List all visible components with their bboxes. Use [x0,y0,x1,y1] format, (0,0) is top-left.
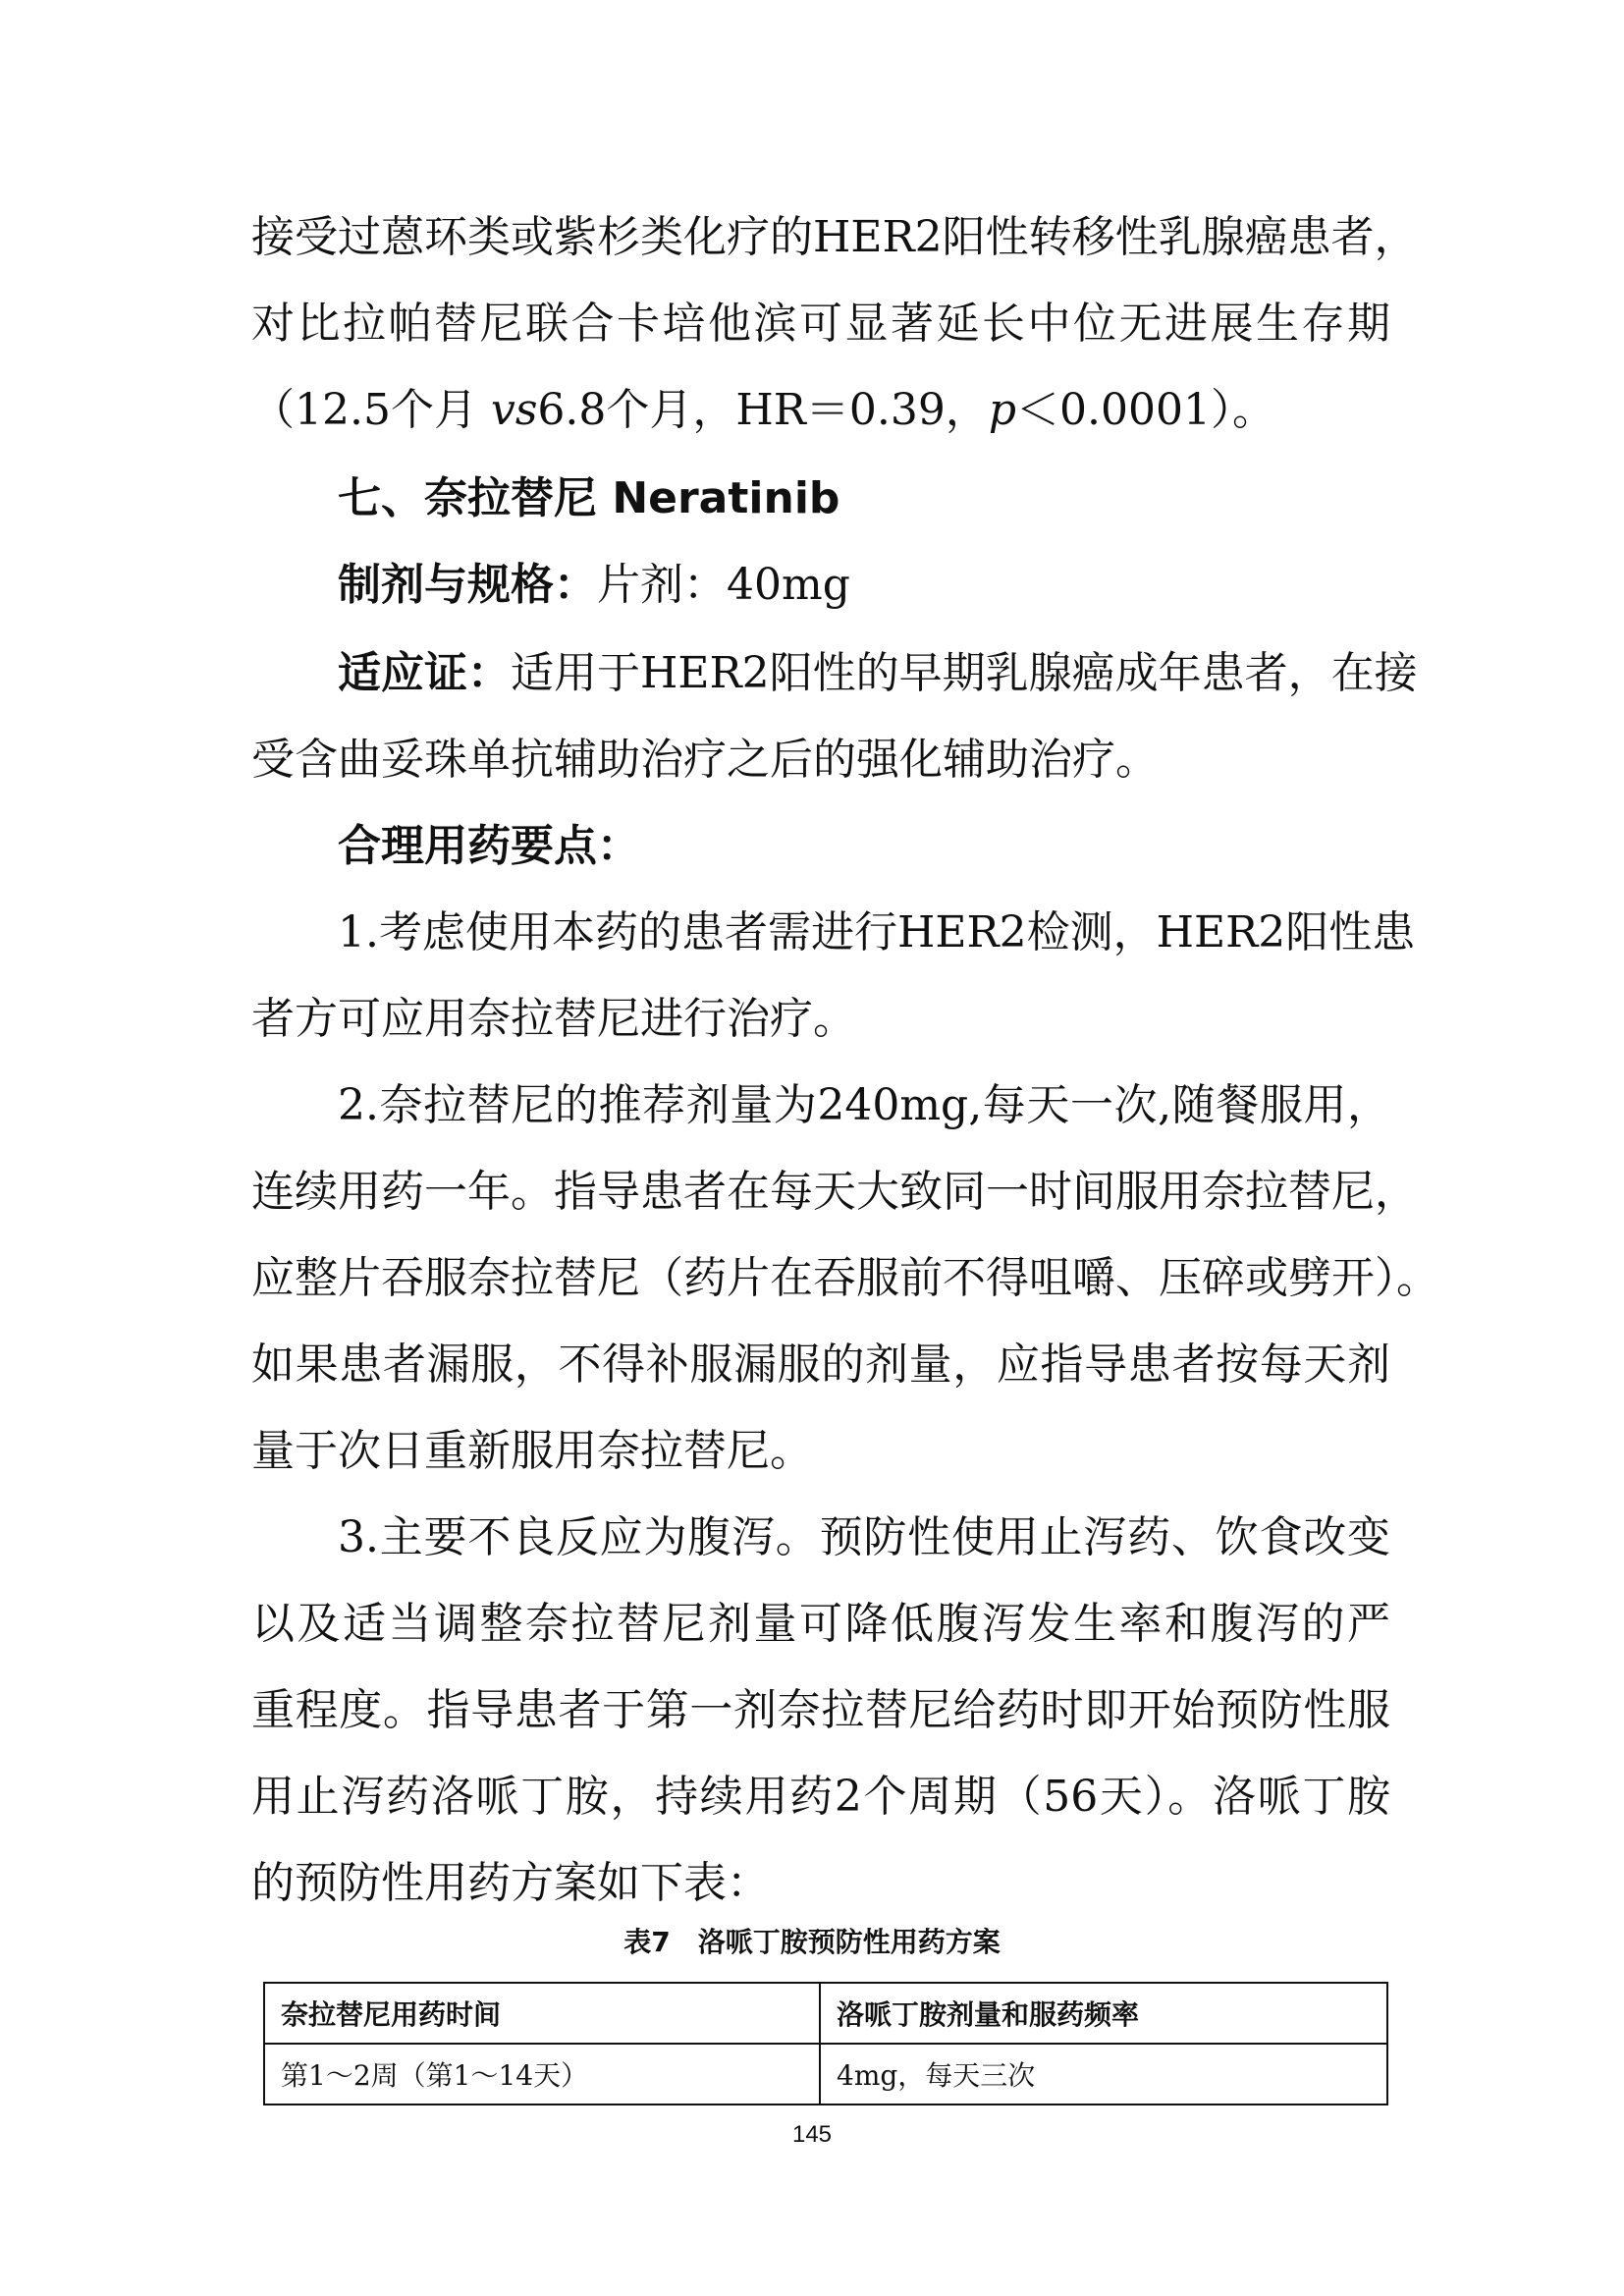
italic-p: p [988,385,1017,435]
text-span: ＜0.0001）。 [1016,385,1275,435]
key-points-label: 合理用药要点： [338,821,640,871]
formulation-value: 片剂：40mg [597,560,850,610]
body-line: 如果患者漏服，不得补服漏服的剂量，应指导患者按每天剂 [251,1339,1390,1390]
indication-label: 适应证： [338,648,511,698]
body-line [251,381,1390,440]
body-line: 量于次日重新服用奈拉替尼。 [251,1426,813,1476]
body-line: 3.主要不良反应为腹泻。预防性使用止泻药、饮食改变 [338,1512,1390,1562]
indication-text: 适用于HER2阳性的早期乳腺癌成年患者，在接 [511,648,1418,698]
table-header-cell: 奈拉替尼用药时间 [264,1983,820,2044]
body-line: 应整片吞服奈拉替尼（药片在吞服前不得咀嚼、压碎或劈开）。 [251,1253,1439,1303]
section-heading: 七、奈拉替尼 Neratinib [338,473,840,523]
body-line: 者方可应用奈拉替尼进行治疗。 [251,994,856,1044]
table-header-cell: 洛哌丁胺剂量和服药频率 [820,1983,1387,2044]
table-cell: 第1～2周（第1～14天） [264,2044,820,2105]
body-line: 受含曲妥珠单抗辅助治疗之后的强化辅助治疗。 [251,735,1159,785]
text-span: （12.5个月 [251,385,477,435]
dosing-table [263,1982,1388,2105]
table-cell: 4mg，每天三次 [820,2044,1387,2105]
table-row [264,2044,1387,2105]
body-line: 接受过蒽环类或紫杉类化疗的HER2阳性转移性乳腺癌患者， [251,212,1418,262]
table-title: 表7 洛哌丁胺预防性用药方案 [623,1926,1001,1958]
body-line: 的预防性用药方案如下表： [251,1858,770,1908]
italic-vs: vs [490,385,538,435]
formulation-label: 制剂与规格： [338,560,597,610]
body-line: 2.奈拉替尼的推荐剂量为240mg,每天一次,随餐服用， [338,1080,1390,1130]
text-span: 6.8个月，HR＝0.39， [537,385,989,435]
body-line: 用止泻药洛哌丁胺，持续用药2个周期（56天）。洛哌丁胺 [251,1772,1390,1822]
indication-line [338,644,1418,703]
formulation-line [338,556,1390,615]
table-header-row [264,1983,1387,2044]
page-number: 145 [791,2121,833,2148]
body-line: 连续用药一年。指导患者在每天大致同一时间服用奈拉替尼， [251,1167,1418,1217]
body-line: 对比拉帕替尼联合卡培他滨可显著延长中位无进展生存期 [251,299,1390,349]
body-line: 重程度。指导患者于第一剂奈拉替尼给药时即开始预防性服 [251,1685,1390,1735]
body-line: 以及适当调整奈拉替尼剂量可降低腹泻发生率和腹泻的严 [251,1599,1390,1649]
body-line: 1.考虑使用本药的患者需进行HER2检测，HER2阳性患 [338,907,1416,957]
